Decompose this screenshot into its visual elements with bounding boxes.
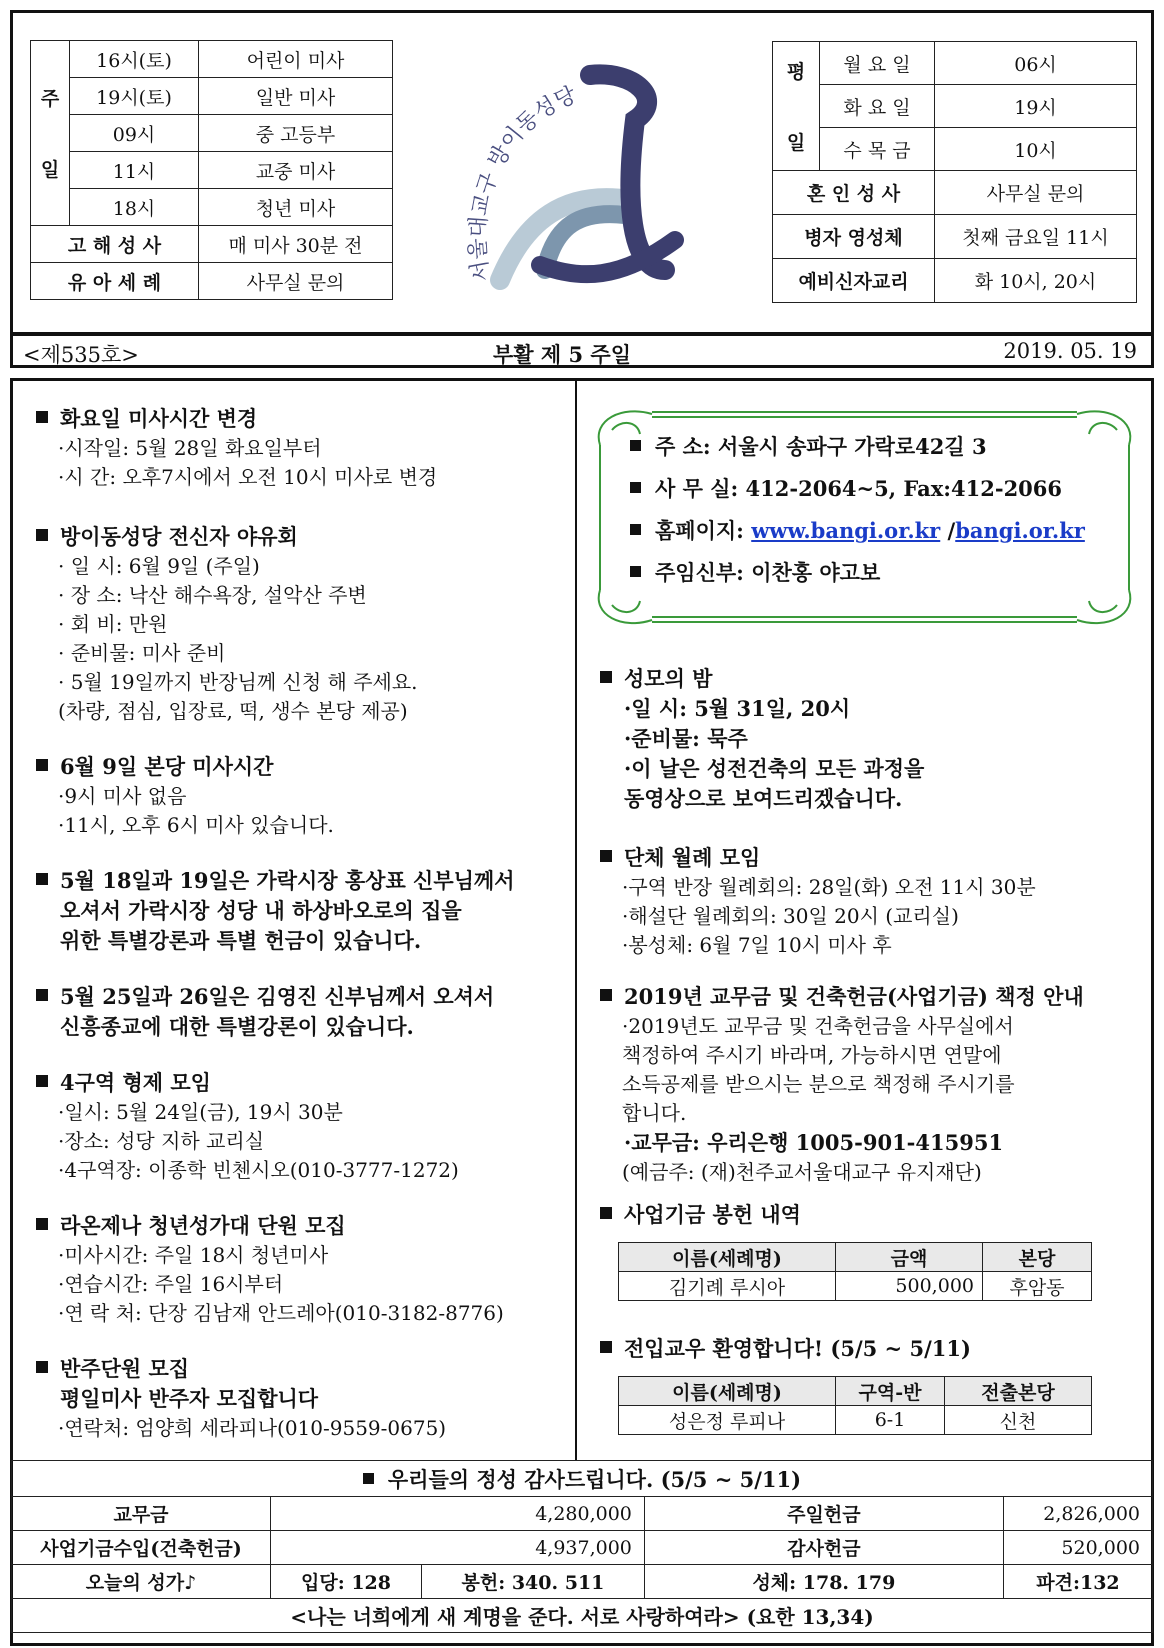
bullet-square-icon <box>36 873 48 885</box>
notice-bold-line: 신흥종교에 대한 특별강론이 있습니다. <box>60 1014 414 1039</box>
welcome-header: 구역-반 <box>836 1377 945 1406</box>
confession-value: 매 미사 30분 전 <box>199 226 393 263</box>
mass-time: 19시(토) <box>70 78 199 115</box>
table-row <box>12 1531 1153 1565</box>
weekday-day: 수 목 금 <box>820 128 935 171</box>
notice-title <box>34 522 418 552</box>
ornament-swirl-bl <box>599 590 652 623</box>
bullet-square-icon <box>630 440 641 451</box>
mass-name: 일반 미사 <box>199 78 393 115</box>
info-office <box>630 468 1085 510</box>
fund-header: 이름(세례명) <box>619 1243 836 1272</box>
hymn-recessional: 파견:132 <box>1003 1565 1152 1599</box>
notice-title-text: 4구역 형제 모임 <box>60 1070 211 1095</box>
notice-june9-mass <box>34 752 334 840</box>
mass-name: 교중 미사 <box>199 152 393 189</box>
logo-stroke-dark-arc <box>590 74 665 270</box>
homepage-separator: / <box>940 518 956 543</box>
weekday-label-bottom: 일 <box>786 132 806 154</box>
notice-title <box>34 866 514 896</box>
notice-line: · 장 소: 낙산 해수욕장, 설악산 주변 <box>58 583 367 607</box>
sunday-label <box>31 41 70 226</box>
homepage-link[interactable]: www.bangi.or.kr <box>751 518 941 543</box>
bullet-square-icon <box>36 1075 48 1087</box>
info-address-value: 서울시 송파구 가락로42길 3 <box>717 434 987 459</box>
info-office-label: 사 무 실: <box>655 476 739 501</box>
notice-line: · 회 비: 만원 <box>58 612 168 636</box>
notice-bold-line: ·이 날은 성전건축의 모든 과정을 <box>624 756 925 781</box>
bullet-square-icon <box>36 411 48 423</box>
welcome-cell: 6-1 <box>836 1406 945 1435</box>
bullet-square-icon <box>363 1473 374 1484</box>
notice-title-text: 라온제나 청년성가대 단원 모집 <box>60 1213 346 1238</box>
bullet-square-icon <box>630 482 641 493</box>
notice-line: ·시작일: 5월 28일 화요일부터 <box>58 436 322 460</box>
notice-title-text: 사업기금 봉헌 내역 <box>624 1202 801 1227</box>
welcome-cell: 신천 <box>945 1406 1092 1435</box>
notice-bold-line: ·준비물: 묵주 <box>624 726 748 751</box>
bullet-square-icon <box>36 759 48 771</box>
info-pastor-value: 이찬홍 야고보 <box>751 560 881 585</box>
notice-line: 소득공제를 받으시는 분으로 책정해 주시기를 <box>622 1072 1015 1096</box>
mass-time: 09시 <box>70 115 199 152</box>
notice-line: ·장소: 성당 지하 교리실 <box>58 1129 265 1153</box>
notice-bold-line: 동영상으로 보여드리겠습니다. <box>624 786 903 811</box>
notice-bold-line: 오셔서 가락시장 성당 내 하상바오로의 집을 <box>60 898 462 923</box>
notice-title-text: 단체 월례 모임 <box>624 845 761 870</box>
notice-line: 합니다. <box>622 1101 687 1125</box>
info-address-label: 주 소: <box>655 434 711 459</box>
notice-line: ·연 락 처: 단장 김남재 안드레아(010-3182-8776) <box>58 1301 504 1325</box>
fund-header: 금액 <box>836 1243 983 1272</box>
extra-label: 병자 영성체 <box>773 215 935 259</box>
notice-line: ·2019년도 교무금 및 건축헌금을 사무실에서 <box>622 1014 1014 1038</box>
fund-header: 본당 <box>983 1243 1092 1272</box>
confession-label: 고 해 성 사 <box>31 226 199 263</box>
info-box <box>592 400 1137 636</box>
weekday-day: 화 요 일 <box>820 85 935 128</box>
notice-title <box>34 982 494 1012</box>
table-row <box>619 1272 1092 1301</box>
notice-line: ·시 간: 오후7시에서 오전 10시 미사로 변경 <box>58 465 438 489</box>
notice-title <box>598 982 1084 1012</box>
notice-choir-recruit <box>34 1211 504 1328</box>
notice-line: ·연습시간: 주일 16시부터 <box>58 1272 284 1296</box>
notice-line: ·해설단 월례회의: 30일 20시 (교리실) <box>622 904 959 928</box>
offering-value: 520,000 <box>1003 1531 1152 1565</box>
info-list <box>630 426 1085 594</box>
notice-line: ·연락처: 엄양희 세라피나(010-9559-0675) <box>58 1416 447 1440</box>
bullet-square-icon <box>36 989 48 1001</box>
notice-dues <box>598 982 1084 1187</box>
offering-value: 2,826,000 <box>1003 1497 1152 1531</box>
notice-title-text: 5월 18일과 19일은 가락시장 홍상표 신부님께서 <box>60 868 515 893</box>
welcome-section <box>598 1334 971 1364</box>
notice-title-text: 5월 25일과 26일은 김영진 신부님께서 오셔서 <box>60 984 495 1009</box>
notice-garak-homily <box>34 866 514 956</box>
notice-picnic <box>34 522 418 726</box>
column-divider <box>575 380 577 1460</box>
bullet-square-icon <box>600 1207 612 1219</box>
hymn-communion: 성체: 178. 179 <box>644 1565 1003 1599</box>
issue-number: <제535호> <box>23 343 139 367</box>
hymn-label: 오늘의 성가♪ <box>12 1565 271 1599</box>
table-row <box>619 1406 1092 1435</box>
notice-title <box>34 752 334 782</box>
issue-title: 부활 제 5 주일 <box>493 342 631 367</box>
extra-value: 사무실 문의 <box>935 171 1137 215</box>
mass-name: 중 고등부 <box>199 115 393 152</box>
baptism-label: 유 아 세 례 <box>31 263 199 300</box>
notice-line: ·일시: 5월 24일(금), 19시 30분 <box>58 1100 343 1124</box>
notice-title <box>598 1334 971 1364</box>
bullet-square-icon <box>36 529 48 541</box>
weekday-time: 10시 <box>935 128 1137 171</box>
notice-title-text: 화요일 미사시간 변경 <box>60 406 258 431</box>
mass-name: 청년 미사 <box>199 189 393 226</box>
notice-title <box>598 843 1036 873</box>
welcome-cell: 성은정 루피나 <box>619 1406 836 1435</box>
welcome-table <box>618 1376 1092 1435</box>
bullet-square-icon <box>630 566 641 577</box>
baptism-value: 사무실 문의 <box>199 263 393 300</box>
extra-label: 예비신자교리 <box>773 259 935 303</box>
gospel-verse: <나는 너희에게 새 계명을 준다. 서로 사랑하여라> (요한 13,34) <box>12 1599 1153 1633</box>
notice-title <box>34 1211 504 1241</box>
info-pastor <box>630 552 1085 594</box>
notice-line: ·4구역장: 이종학 빈첸시오(010-3777-1272) <box>58 1158 459 1182</box>
notice-title <box>34 1354 446 1384</box>
welcome-header: 전출본당 <box>945 1377 1092 1406</box>
weekday-label <box>773 42 820 171</box>
notice-line: 책정하여 주시기 바라며, 가능하시면 연말에 <box>622 1043 1002 1067</box>
weekday-time: 19시 <box>935 85 1137 128</box>
fund-table <box>618 1242 1092 1301</box>
fund-section <box>598 1200 801 1230</box>
notice-tuesday-mass <box>34 404 437 492</box>
bullet-square-icon <box>600 671 612 683</box>
notice-line: ·미사시간: 주일 18시 청년미사 <box>58 1243 329 1267</box>
notice-title <box>598 664 924 694</box>
notice-zone4-meeting <box>34 1068 459 1185</box>
notice-line: (예금주: (재)천주교서울대교구 유지재단) <box>622 1160 982 1184</box>
notice-kim-homily <box>34 982 494 1042</box>
info-pastor-label: 주임신부: <box>655 560 744 585</box>
table-row <box>12 1497 1153 1531</box>
notice-title-text: 전입교우 환영합니다! (5/5 ~ 5/11) <box>624 1336 971 1361</box>
extra-value: 화 10시, 20시 <box>935 259 1137 303</box>
notice-organist-recruit <box>34 1354 446 1443</box>
bullet-square-icon <box>36 1361 48 1373</box>
issue-bar <box>10 334 1154 368</box>
info-homepage-label: 홈페이지: <box>655 518 744 543</box>
notice-title-text: 6월 9일 본당 미사시간 <box>60 754 274 779</box>
extra-label: 혼 인 성 사 <box>773 171 935 215</box>
offering-label: 교무금 <box>12 1497 271 1531</box>
notice-line: · 일 시: 6월 9일 (주일) <box>58 554 260 578</box>
notice-line: ·9시 미사 없음 <box>58 784 187 808</box>
notice-bold-line: 위한 특별강론과 특별 헌금이 있습니다. <box>60 928 422 953</box>
weekday-label-top: 평 <box>786 61 806 83</box>
notice-title <box>598 1200 801 1230</box>
notice-bold-line: ·일 시: 5월 31일, 20시 <box>624 696 851 721</box>
logo-textpath: 서울대교구 방이동성당 <box>465 82 581 284</box>
issue-date: 2019. 05. 19 <box>1003 339 1137 363</box>
mass-name: 어린이 미사 <box>199 41 393 78</box>
fund-cell: 500,000 <box>836 1272 983 1301</box>
offering-label: 감사헌금 <box>644 1531 1003 1565</box>
info-homepage <box>630 510 1085 552</box>
bullet-square-icon <box>630 524 641 535</box>
notice-bold-line: 평일미사 반주자 모집합니다 <box>60 1386 319 1411</box>
fund-cell: 후암동 <box>983 1272 1092 1301</box>
weekday-time: 06시 <box>935 42 1137 85</box>
info-address <box>630 426 1085 468</box>
offering-title <box>12 1461 1153 1497</box>
info-office-value: 412-2064~5, Fax:412-2066 <box>745 476 1063 501</box>
sunday-label-top: 주 <box>40 88 60 110</box>
weekday-day: 월 요 일 <box>820 42 935 85</box>
notice-monthly-meeting <box>598 843 1036 960</box>
notice-title <box>34 1068 459 1098</box>
notice-bold-line: ·교무금: 우리은행 1005-901-415951 <box>624 1130 1004 1155</box>
hymn-offertory: 봉헌: 340. 511 <box>422 1565 645 1599</box>
extra-value: 첫째 금요일 11시 <box>935 215 1137 259</box>
homepage-link-alt[interactable]: bangi.or.kr <box>955 518 1085 543</box>
offering-value: 4,280,000 <box>271 1497 645 1531</box>
notice-line: ·구역 반장 월례회의: 28일(화) 오전 11시 30분 <box>622 875 1036 899</box>
bullet-square-icon <box>600 989 612 1001</box>
notice-line: · 5월 19일까지 반장님께 신청 해 주세요. <box>58 670 418 694</box>
bullet-square-icon <box>600 1341 612 1353</box>
parish-logo <box>430 40 720 310</box>
hymn-entrance: 입당: 128 <box>271 1565 422 1599</box>
ornament-swirl-br <box>1077 590 1130 623</box>
notice-line: ·11시, 오후 6시 미사 있습니다. <box>58 813 334 837</box>
offering-title-text: 우리들의 정성 감사드립니다. (5/5 ~ 5/11) <box>387 1466 802 1492</box>
mass-time: 18시 <box>70 189 199 226</box>
mass-time: 16시(토) <box>70 41 199 78</box>
notice-line: ·봉성체: 6월 7일 10시 미사 후 <box>622 933 892 957</box>
notice-title-text: 성모의 밤 <box>624 666 713 691</box>
table-row <box>12 1565 1153 1599</box>
notice-line: · 준비물: 미사 준비 <box>58 641 226 665</box>
weekday-mass-table <box>772 41 1137 303</box>
notice-line: (차량, 점심, 입장료, 떡, 생수 본당 제공) <box>58 699 408 723</box>
offering-label: 주일헌금 <box>644 1497 1003 1531</box>
welcome-header: 이름(세례명) <box>619 1377 836 1406</box>
offering-table <box>11 1460 1153 1633</box>
offering-value: 4,937,000 <box>271 1531 645 1565</box>
bullet-square-icon <box>36 1218 48 1230</box>
notice-title-text: 방이동성당 전신자 야유회 <box>60 524 298 549</box>
notice-mary-night <box>598 664 924 814</box>
bullet-square-icon <box>600 850 612 862</box>
sunday-label-bottom: 일 <box>40 159 60 181</box>
sunday-mass-table <box>30 40 393 300</box>
fund-cell: 김기례 루시아 <box>619 1272 836 1301</box>
notice-title-text: 2019년 교무금 및 건축헌금(사업기금) 책정 안내 <box>624 984 1084 1009</box>
ornament-swirl-tr <box>1077 411 1130 445</box>
mass-time: 11시 <box>70 152 199 189</box>
offering-label: 사업기금수입(건축헌금) <box>12 1531 271 1565</box>
notice-title <box>34 404 437 434</box>
notice-title-text: 반주단원 모집 <box>60 1356 190 1381</box>
